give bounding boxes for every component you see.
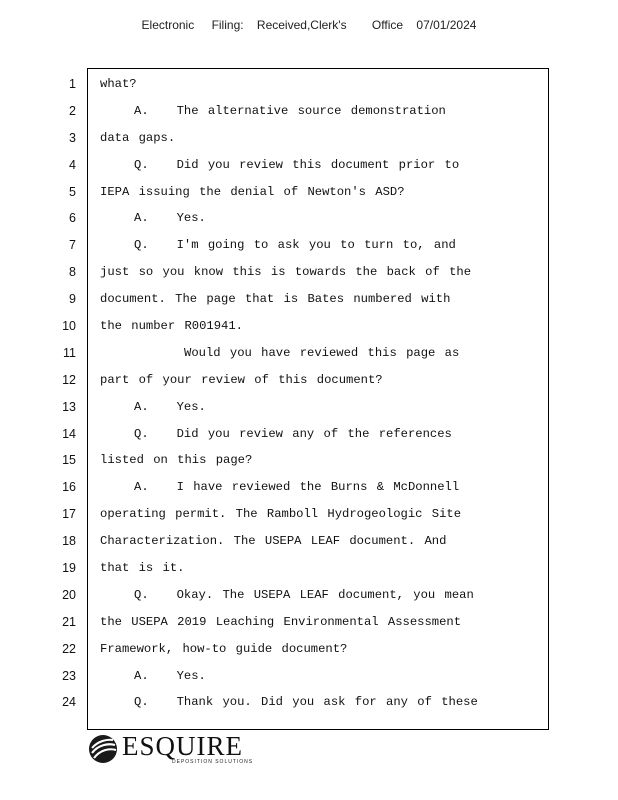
transcript-line: A. I have reviewed the Burns & McDonnell [134, 480, 460, 495]
transcript-line: data gaps. [100, 130, 176, 145]
line-number: 22 [62, 641, 76, 656]
line-number: 19 [62, 561, 76, 576]
transcript-line: A. Yes. [134, 399, 206, 414]
transcript-line: just so you know this is towards the back of the [100, 265, 472, 280]
line-number: 2 [69, 103, 76, 118]
transcript-line: Q. Thank you. Did you ask for any of these [134, 695, 478, 710]
transcript-line: A. Yes. [134, 668, 206, 683]
line-number: 4 [69, 157, 76, 172]
line-number: 9 [69, 292, 76, 307]
transcript-line: Framework, how-to guide document? [100, 641, 348, 656]
logo-text [122, 733, 253, 765]
transcript-line: document. The page that is Bates numbered with [100, 292, 451, 307]
transcript-line: Q. Did you review this document prior to [134, 157, 460, 172]
esquire-swirl-icon [88, 734, 118, 764]
transcript-line: operating permit. The Ramboll Hydrogeologic Site [100, 507, 462, 522]
line-number: 24 [62, 695, 76, 710]
line-number: 11 [63, 345, 76, 360]
header-filing: Filing: [211, 18, 244, 32]
line-number: 6 [69, 211, 76, 226]
line-number: 5 [69, 184, 76, 199]
line-number: 10 [62, 319, 76, 334]
header-office: Office [371, 18, 404, 32]
transcript-line: the USEPA 2019 Leaching Environmental Assessment [100, 614, 462, 629]
transcript-line: IEPA issuing the denial of Newton's ASD? [100, 184, 405, 199]
line-number: 20 [62, 587, 76, 602]
transcript-line: the number R001941. [100, 319, 243, 334]
transcript-line: Characterization. The USEPA LEAF document. And [100, 534, 447, 549]
line-number: 12 [62, 372, 76, 387]
line-number: 21 [62, 614, 76, 629]
transcript-line: Would you have reviewed this page as [184, 345, 460, 360]
line-number: 18 [62, 534, 76, 549]
line-number: 13 [62, 399, 76, 414]
esquire-logo [88, 732, 253, 766]
logo-word: ESQUIRE [122, 731, 243, 761]
line-number: 15 [62, 453, 76, 468]
line-number: 16 [62, 480, 76, 495]
line-number: 3 [69, 130, 76, 145]
transcript-line: what? [100, 77, 137, 91]
header-electronic: Electronic [141, 18, 195, 32]
line-number: 8 [69, 265, 76, 280]
line-number: 14 [62, 426, 76, 441]
transcript-line: Q. Okay. The USEPA LEAF document, you mean [134, 587, 474, 602]
transcript-line: part of your review of this document? [100, 372, 383, 387]
line-number-column [44, 76, 76, 721]
transcript-text [100, 76, 540, 721]
transcript-line: Q. Did you review any of the references [134, 426, 452, 441]
filing-header [0, 18, 618, 32]
header-received: Received,Clerk's [256, 18, 347, 32]
line-number: 1 [69, 77, 76, 91]
header-date: 07/01/2024 [416, 18, 477, 32]
transcript-line: A. Yes. [134, 211, 206, 226]
logo-tagline: DEPOSITION SOLUTIONS [172, 759, 254, 765]
line-number: 7 [69, 238, 76, 253]
transcript-line: A. The alternative source demonstration [134, 103, 446, 118]
transcript-line: Q. I'm going to ask you to turn to, and [134, 238, 456, 253]
transcript-line: listed on this page? [100, 453, 253, 468]
line-number: 17 [62, 507, 76, 522]
transcript-line: that is it. [100, 561, 185, 576]
line-number: 23 [62, 668, 76, 683]
